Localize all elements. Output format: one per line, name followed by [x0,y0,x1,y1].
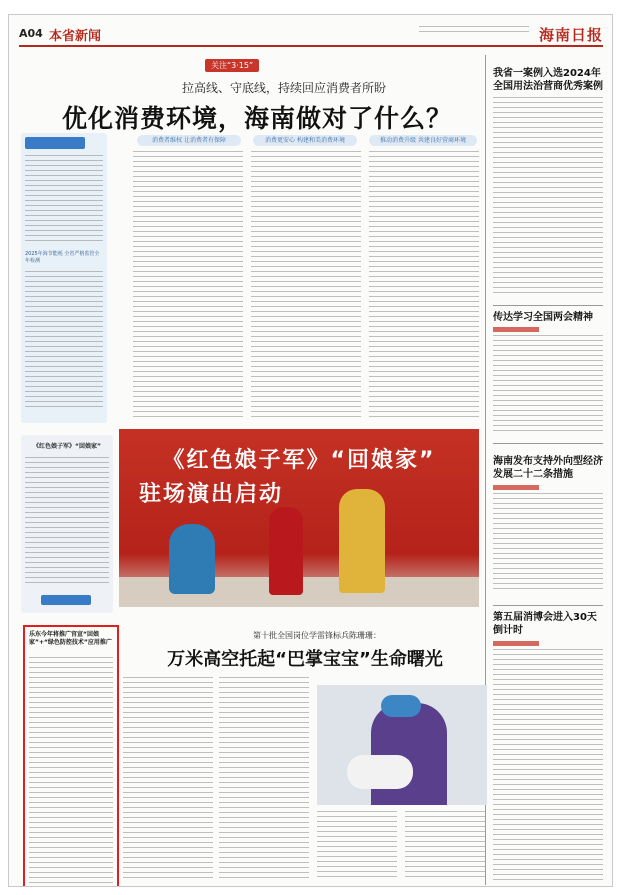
right-story-title-2: 传达学习全国两会精神 [493,312,593,323]
right-story-title-3: 海南发布支持外向型经济发展二十二条措施 [493,456,603,480]
newspaper-page [8,14,613,887]
photo-banner-line-2: 驻场演出启动 [139,482,284,507]
photo-story-side-title: 《红色娘子军》“回娘家” [33,443,101,450]
feature-subhead-1: 消费者维权 让消费者有保障 [137,135,241,146]
right-story-tag-3 [493,485,539,490]
page-number: A04 [19,27,43,40]
bottom-body-col-2 [219,677,309,882]
nurse-photo [317,685,487,805]
sidebar-list [25,271,103,411]
right-story-text-2 [493,335,603,435]
photo-story-text [25,457,109,587]
sidebar-text [25,155,103,243]
section-title: 本省新闻 [49,29,102,44]
right-story-text-1 [493,97,603,297]
highlighted-story [23,625,119,887]
right-story-text-4 [493,649,603,881]
right-divider-2 [493,443,603,444]
masthead-meta [419,26,539,34]
sidebar-label: 2025年海节能耗 全省严格监管全年检测 [25,251,100,264]
feature-headline: 优化消费环境，海南做对了什么？ [61,104,452,133]
bottom-story-headline: 万米高空托起“巴掌宝宝”生命曙光 [167,649,443,670]
nurse-figure [371,703,447,805]
feature-kicker: 拉高线、守底线，持续回应消费者所盼 [181,81,386,95]
feature-subhead-2: 消费更安心 构建和美消费环境 [253,135,357,146]
feature-subhead-3: 推动消费升级 共建良好营商环境 [369,135,477,146]
performance-photo [119,429,479,607]
feature-body-col-1 [133,151,243,421]
bottom-body-col-1 [123,677,213,882]
right-story-title-4: 第五届消博会进入30天倒计时 [493,612,597,636]
right-divider-3 [493,605,603,606]
highlighted-story-title: 乐东今年将推广官宣“回娘家”+“绿色防控技术”应用推广 [29,631,112,646]
photo-story-logo-icon [41,595,91,605]
highlighted-story-text [29,657,113,885]
photo-story-sidebar [21,435,113,613]
right-story-tag-4 [493,641,539,646]
bottom-body-col-4 [405,811,485,881]
feature-logo-icon [25,137,85,149]
feature-sidebar [21,133,107,423]
dancer-red [269,507,303,595]
right-story-text-3 [493,493,603,593]
nurse-cap [381,695,421,717]
dancer-yellow [339,489,385,593]
right-story-tag-2 [493,327,539,332]
masthead [19,23,603,47]
right-divider-1 [493,305,603,306]
feature-body-col-2 [251,151,361,421]
feature-body-col-3 [369,151,479,421]
baby-bundle [347,755,413,789]
dancer-blue [169,524,215,594]
feature-tag: 关注“3·15” [205,59,259,72]
newspaper-logo: 海南日报 [538,26,603,44]
photo-banner-line-1: 《红色娘子军》“回娘家” [162,448,436,473]
bottom-body-col-3 [317,811,397,881]
bottom-story-kicker: 第十批全国岗位学雷锋标兵陈珊珊： [253,631,381,640]
right-story-title-1: 我省一案例入选2024年全国用法治营商优秀案例 [493,68,603,92]
